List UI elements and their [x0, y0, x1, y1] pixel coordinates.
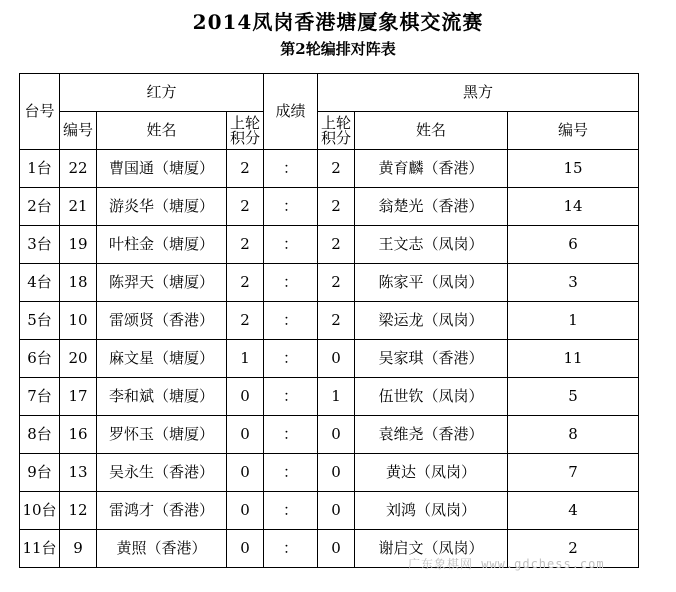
- cell-result: ：: [264, 530, 318, 568]
- cell-board: 11台: [20, 530, 60, 568]
- cell-result: ：: [264, 378, 318, 416]
- cell-red-name: 陈羿天（塘厦）: [97, 264, 227, 302]
- cell-red-number: 9: [60, 530, 97, 568]
- cell-red-name: 游炎华（塘厦）: [97, 188, 227, 226]
- cell-black-number: 4: [508, 492, 639, 530]
- cell-black-name: 伍世钦（凤岗）: [355, 378, 508, 416]
- cell-black-prev-score: 2: [318, 264, 355, 302]
- cell-black-number: 8: [508, 416, 639, 454]
- cell-red-prev-score: 2: [227, 264, 264, 302]
- cell-board: 8台: [20, 416, 60, 454]
- cell-black-name: 梁运龙（凤岗）: [355, 302, 508, 340]
- cell-red-name: 雷鸿才（香港）: [97, 492, 227, 530]
- header-row-2: [20, 112, 639, 150]
- cell-black-number: 5: [508, 378, 639, 416]
- cell-black-name: 黄达（凤岗）: [355, 454, 508, 492]
- cell-black-number: 7: [508, 454, 639, 492]
- cell-red-prev-score: 0: [227, 416, 264, 454]
- cell-black-prev-score: 0: [318, 454, 355, 492]
- header-row-1: [20, 74, 639, 112]
- cell-red-number: 16: [60, 416, 97, 454]
- cell-red-name: 李和斌（塘厦）: [97, 378, 227, 416]
- cell-red-name: 叶柱金（塘厦）: [97, 226, 227, 264]
- cell-black-number: 15: [508, 150, 639, 188]
- cell-board: 10台: [20, 492, 60, 530]
- cell-board: 9台: [20, 454, 60, 492]
- header-red-name: 姓名: [97, 112, 227, 150]
- cell-black-number: 6: [508, 226, 639, 264]
- cell-black-number: 3: [508, 264, 639, 302]
- cell-red-number: 13: [60, 454, 97, 492]
- header-red-prev-score-line2: 积分: [230, 128, 261, 147]
- cell-black-name: 吴家琪（香港）: [355, 340, 508, 378]
- cell-board: 6台: [20, 340, 60, 378]
- cell-red-name: 吴永生（香港）: [97, 454, 227, 492]
- page-subtitle: 第2轮编排对阵表: [280, 40, 396, 58]
- cell-black-prev-score: 2: [318, 188, 355, 226]
- cell-black-number: 1: [508, 302, 639, 340]
- table-row: [20, 150, 639, 188]
- header-black-number: 编号: [508, 112, 639, 150]
- cell-board: 2台: [20, 188, 60, 226]
- cell-red-prev-score: 2: [227, 188, 264, 226]
- cell-result: ：: [264, 492, 318, 530]
- cell-black-name: 陈家平（凤岗）: [355, 264, 508, 302]
- table-row: [20, 188, 639, 226]
- cell-result: ：: [264, 416, 318, 454]
- header-black-side: 黑方: [318, 74, 639, 112]
- cell-result: ：: [264, 302, 318, 340]
- cell-red-prev-score: 0: [227, 492, 264, 530]
- pairing-table: [19, 73, 639, 568]
- cell-red-prev-score: 2: [227, 150, 264, 188]
- cell-result: ：: [264, 454, 318, 492]
- cell-result: ：: [264, 340, 318, 378]
- cell-black-name: 翁楚光（香港）: [355, 188, 508, 226]
- header-black-prev-score: [318, 112, 355, 150]
- cell-red-number: 19: [60, 226, 97, 264]
- header-red-side: 红方: [60, 74, 264, 112]
- cell-red-prev-score: 1: [227, 340, 264, 378]
- header-black-name: 姓名: [355, 112, 508, 150]
- header-red-number: 编号: [60, 112, 97, 150]
- table-row: [20, 302, 639, 340]
- cell-red-number: 21: [60, 188, 97, 226]
- cell-red-number: 12: [60, 492, 97, 530]
- cell-red-name: 黄照（香港）: [97, 530, 227, 568]
- cell-black-number: 2: [508, 530, 639, 568]
- table-row: [20, 454, 639, 492]
- cell-black-prev-score: 0: [318, 340, 355, 378]
- cell-black-number: 14: [508, 188, 639, 226]
- cell-black-name: 王文志（凤岗）: [355, 226, 508, 264]
- page-title: 2014凤岗香港塘厦象棋交流赛: [192, 10, 484, 34]
- cell-black-prev-score: 1: [318, 378, 355, 416]
- cell-red-prev-score: 2: [227, 302, 264, 340]
- cell-black-name: 黄育麟（香港）: [355, 150, 508, 188]
- table-row: [20, 264, 639, 302]
- cell-red-name: 罗怀玉（塘厦）: [97, 416, 227, 454]
- cell-red-number: 20: [60, 340, 97, 378]
- cell-black-prev-score: 0: [318, 530, 355, 568]
- cell-red-prev-score: 0: [227, 378, 264, 416]
- cell-black-prev-score: 2: [318, 226, 355, 264]
- cell-red-name: 麻文星（塘厦）: [97, 340, 227, 378]
- cell-black-prev-score: 0: [318, 492, 355, 530]
- header-black-prev-score-line2: 积分: [321, 128, 352, 147]
- header-red-prev-score: [227, 112, 264, 150]
- cell-black-number: 11: [508, 340, 639, 378]
- cell-red-number: 22: [60, 150, 97, 188]
- cell-red-number: 18: [60, 264, 97, 302]
- cell-black-prev-score: 2: [318, 150, 355, 188]
- cell-black-name: 刘鸿（凤岗）: [355, 492, 508, 530]
- cell-result: ：: [264, 264, 318, 302]
- cell-red-prev-score: 2: [227, 226, 264, 264]
- header-board: 台号: [20, 74, 60, 150]
- cell-result: ：: [264, 226, 318, 264]
- site-watermark: 广东象棋网 www.gdchess.com: [408, 557, 605, 571]
- table-row: [20, 416, 639, 454]
- table-row: [20, 340, 639, 378]
- cell-red-name: 曹国通（塘厦）: [97, 150, 227, 188]
- cell-black-name: 谢启文（凤岗）: [355, 530, 508, 568]
- header-black-prev-score-line1: 上轮: [321, 113, 352, 132]
- header-result: 成绩: [264, 74, 318, 150]
- cell-black-prev-score: 0: [318, 416, 355, 454]
- cell-board: 4台: [20, 264, 60, 302]
- cell-red-number: 17: [60, 378, 97, 416]
- cell-board: 1台: [20, 150, 60, 188]
- cell-result: ：: [264, 188, 318, 226]
- header-red-prev-score-line1: 上轮: [230, 113, 261, 132]
- table-row: [20, 226, 639, 264]
- cell-result: ：: [264, 150, 318, 188]
- cell-red-prev-score: 0: [227, 454, 264, 492]
- cell-red-prev-score: 0: [227, 530, 264, 568]
- cell-red-name: 雷颂贤（香港）: [97, 302, 227, 340]
- cell-board: 3台: [20, 226, 60, 264]
- cell-red-number: 10: [60, 302, 97, 340]
- cell-black-name: 袁维尧（香港）: [355, 416, 508, 454]
- cell-board: 7台: [20, 378, 60, 416]
- table-row: [20, 378, 639, 416]
- table-row: [20, 492, 639, 530]
- cell-black-prev-score: 2: [318, 302, 355, 340]
- cell-board: 5台: [20, 302, 60, 340]
